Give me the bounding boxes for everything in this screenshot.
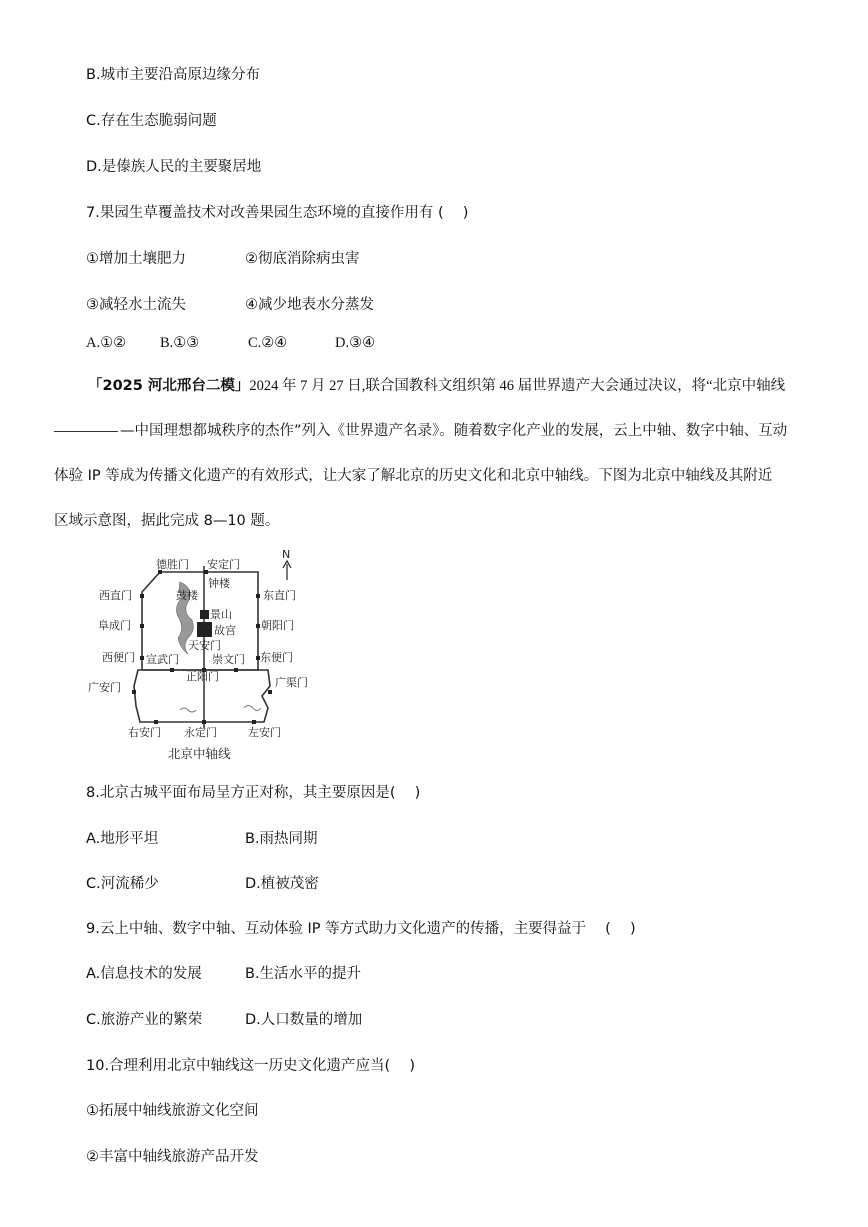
q7-option-c: C.②④ xyxy=(248,335,288,351)
label-xibianmen: 西便门 xyxy=(102,651,135,664)
q7-item-4: ④减少地表水分蒸发 xyxy=(245,297,374,313)
southeast-pond xyxy=(244,706,261,711)
q6-option-b: B.城市主要沿高原边缘分布 xyxy=(86,67,261,83)
label-xizhimen: 西直门 xyxy=(99,589,132,602)
south-pond xyxy=(180,708,196,712)
label-zuoanmen: 左安门 xyxy=(248,726,281,739)
label-jingshan: 景山 xyxy=(210,608,232,621)
label-yongdingmen: 永定门 xyxy=(184,726,217,739)
label-youanmen: 右安门 xyxy=(128,726,161,739)
q6-option-c: C.存在生态脆弱问题 xyxy=(86,113,217,129)
label-chongwenmen: 崇文门 xyxy=(212,653,245,666)
q7-item-2: ②彻底消除病虫害 xyxy=(245,251,360,267)
label-deshengmen: 德胜门 xyxy=(156,558,189,571)
label-zhonglou: 钟楼 xyxy=(208,577,230,590)
q10-stem: 10.合理利用北京中轴线这一历史文化遗产应当( ) xyxy=(86,1058,415,1074)
north-label: N xyxy=(282,548,291,561)
q8-stem: 8.北京古城平面布局呈方正对称，其主要原因是( ) xyxy=(86,785,421,801)
q10-item-2: ②丰富中轴线旅游产品开发 xyxy=(86,1149,259,1165)
label-dongbianmen: 东便门 xyxy=(260,651,293,664)
label-gulou: 鼓楼 xyxy=(176,589,198,602)
passage-line-2 xyxy=(54,421,816,441)
passage-line-2-text: —中国理想都城秩序的杰作”列入《世界遗产名录》。随着数字化产业的发展，云上中轴、数字中轴、互动 xyxy=(120,423,788,439)
q8-option-c: C.河流稀少 xyxy=(86,876,159,892)
beijing-central-axis-map xyxy=(84,546,324,768)
passage-line-3: 体验 IP 等成为传播文化遗产的有效形式，让大家了解北京的历史文化和北京中轴线。下图为北京中轴线及其附近 xyxy=(54,468,773,484)
jingshan-marker xyxy=(200,610,209,619)
passage-line-1 xyxy=(88,376,850,396)
label-tiananmen: 天安门 xyxy=(188,639,221,652)
label-fuchengmen: 阜成门 xyxy=(98,619,131,632)
q7-item-3: ③减轻水土流失 xyxy=(86,297,186,313)
label-zhengyangmen: 正阳门 xyxy=(186,670,219,683)
label-andingmen: 安定门 xyxy=(207,558,240,571)
label-guanganmen: 广安门 xyxy=(88,681,121,694)
map-caption: 北京中轴线 xyxy=(168,746,231,761)
em-dash-rule xyxy=(54,431,118,432)
label-chaoyangmen: 朝阳门 xyxy=(261,619,294,632)
q8-option-d: D.植被茂密 xyxy=(245,876,319,892)
q7-item-1: ①增加土壤肥力 xyxy=(86,251,186,267)
q9-stem: 9.云上中轴、数字中轴、互动体验 IP 等方式助力文化遗产的传播，主要得益于 ( ) xyxy=(86,921,636,937)
q8-option-b: B.雨热同期 xyxy=(245,831,318,847)
forbidden-city-marker xyxy=(197,622,212,637)
label-gugong: 故宫 xyxy=(214,624,236,637)
passage-line-4: 区域示意图，据此完成 8—10 题。 xyxy=(54,513,280,529)
q6-option-d: D.是傣族人民的主要聚居地 xyxy=(86,159,262,175)
q9-option-d: D.人口数量的增加 xyxy=(245,1012,363,1028)
q9-option-a: A.信息技术的发展 xyxy=(86,966,202,982)
q7-option-d: D.③④ xyxy=(335,335,376,351)
q9-option-b: B.生活水平的提升 xyxy=(245,966,362,982)
source-tag: 「2025 河北邢台二模」 xyxy=(88,378,250,394)
q7-option-a: A.①② xyxy=(86,335,127,351)
label-dongzhimen: 东直门 xyxy=(263,589,296,602)
q9-option-c: C.旅游产业的繁荣 xyxy=(86,1012,203,1028)
q8-option-a: A.地形平坦 xyxy=(86,831,159,847)
label-xuanwumen: 宣武门 xyxy=(146,653,179,666)
passage-line-1-text: 2024 年 7 月 27 日,联合国教科文组织第 46 届世界遗产大会通过决议，将“北京中轴线 xyxy=(249,378,786,394)
q7-option-b: B.①③ xyxy=(160,335,200,351)
q7-stem: 7.果园生草覆盖技术对改善果园生态环境的直接作用有 ( ) xyxy=(86,205,469,221)
label-guangqumen: 广渠门 xyxy=(275,676,308,689)
q10-item-1: ①拓展中轴线旅游文化空间 xyxy=(86,1103,259,1119)
